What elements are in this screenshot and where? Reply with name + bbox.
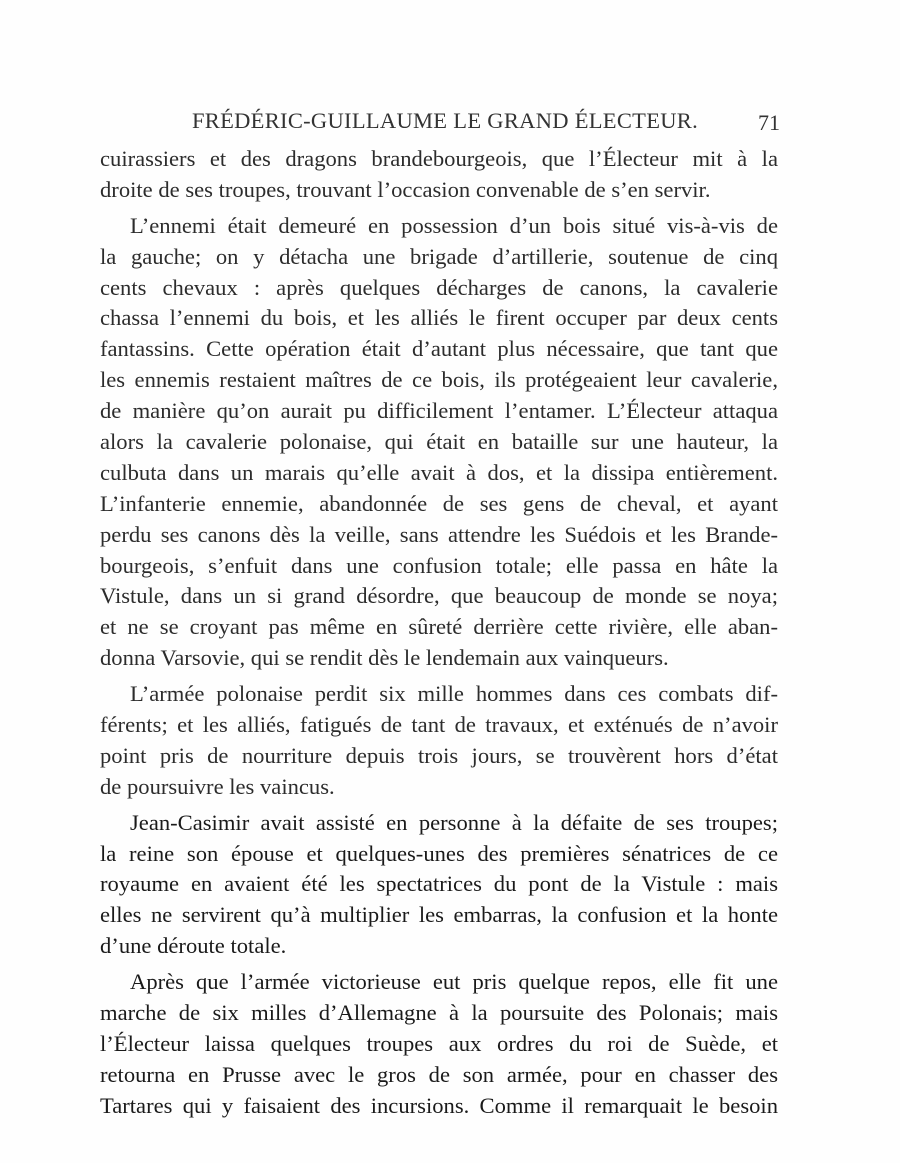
text-line: chassa l’ennemi du bois, et les alliés le firent occuper par deux cents xyxy=(100,305,778,331)
text-line: Tartares qui y faisaient des incursions. Comme il remarquait le besoin xyxy=(100,1092,778,1118)
paragraph-2 xyxy=(100,211,778,674)
paragraph-4 xyxy=(100,808,778,962)
text-line: Jean-Casimir avait assisté en personne à la défaite de ses troupes; xyxy=(130,809,778,835)
text-line: L’infanterie ennemie, abandonnée de ses gens de cheval, et ayant xyxy=(100,490,778,516)
running-title: FRÉDÉRIC-GUILLAUME LE GRAND ÉLECTEUR. xyxy=(191,108,699,133)
running-header xyxy=(100,104,780,138)
text-line: de poursuivre les vaincus. xyxy=(100,773,335,799)
text-line: cents chevaux : après quelques décharges de canons, la cavalerie xyxy=(100,274,778,300)
text-line: et ne se croyant pas même en sûreté derrière cette rivière, elle aban- xyxy=(100,614,778,640)
text-line: fantassins. Cette opération était d’autant plus nécessaire, que tant que xyxy=(100,336,778,362)
text-line: Après que l’armée victorieuse eut pris quelque repos, elle fit une xyxy=(130,969,778,995)
page-number: 71 xyxy=(758,110,780,135)
text-line: alors la cavalerie polonaise, qui était en bataille sur une hauteur, la xyxy=(100,429,778,455)
text-line: les ennemis restaient maîtres de ce bois, ils protégeaient leur cavalerie, xyxy=(100,367,778,393)
text-line: la gauche; on y détacha une brigade d’artillerie, soutenue de cinq xyxy=(100,243,778,269)
text-line: d’une déroute totale. xyxy=(100,933,287,959)
paragraph-1 xyxy=(100,144,778,206)
text-line: férents; et les alliés, fatigués de tant de travaux, et exténués de n’avoir xyxy=(100,712,778,738)
text-line: l’Électeur laissa quelques troupes aux ordres du roi de Suède, et xyxy=(100,1030,778,1056)
text-line: de manière qu’on aurait pu difficilement l’entamer. L’Électeur attaqua xyxy=(100,398,778,424)
text-line: droite de ses troupes, trouvant l’occasion convenable de s’en servir. xyxy=(100,176,711,202)
text-line: culbuta dans un marais qu’elle avait à dos, et la dissipa entièrement. xyxy=(100,459,778,485)
paragraph-3 xyxy=(100,679,778,803)
text-line: bourgeois, s’enfuit dans une confusion totale; elle passa en hâte la xyxy=(100,552,778,578)
text-line: perdu ses canons dès la veille, sans attendre les Suédois et les Brande- xyxy=(100,521,778,547)
text-line: royaume en avaient été les spectatrices du pont de la Vistule : mais xyxy=(100,871,778,897)
text-line: retourna en Prusse avec le gros de son armée, pour en chasser des xyxy=(100,1061,778,1087)
text-line: donna Varsovie, qui se rendit dès le lendemain aux vainqueurs. xyxy=(100,645,669,671)
text-line: cuirassiers et des dragons brandebourgeois, que l’Électeur mit à la xyxy=(100,146,778,171)
text-line: Vistule, dans un si grand désordre, que beaucoup de monde se noya; xyxy=(100,583,778,609)
body-text xyxy=(100,144,778,1127)
text-line: L’armée polonaise perdit six mille hommes dans ces combats dif- xyxy=(130,681,778,707)
text-line: la reine son épouse et quelques-unes des premières sénatrices de ce xyxy=(100,840,778,866)
text-line: point pris de nourriture depuis trois jours, se trouvèrent hors d’état xyxy=(100,742,778,768)
text-line: L’ennemi était demeuré en possession d’un bois situé vis-à-vis de xyxy=(130,212,778,238)
paragraph-5 xyxy=(100,967,778,1121)
text-line: marche de six milles d’Allemagne à la poursuite des Polonais; mais xyxy=(100,1000,778,1026)
text-line: elles ne servirent qu’à multiplier les embarras, la confusion et la honte xyxy=(100,902,778,928)
